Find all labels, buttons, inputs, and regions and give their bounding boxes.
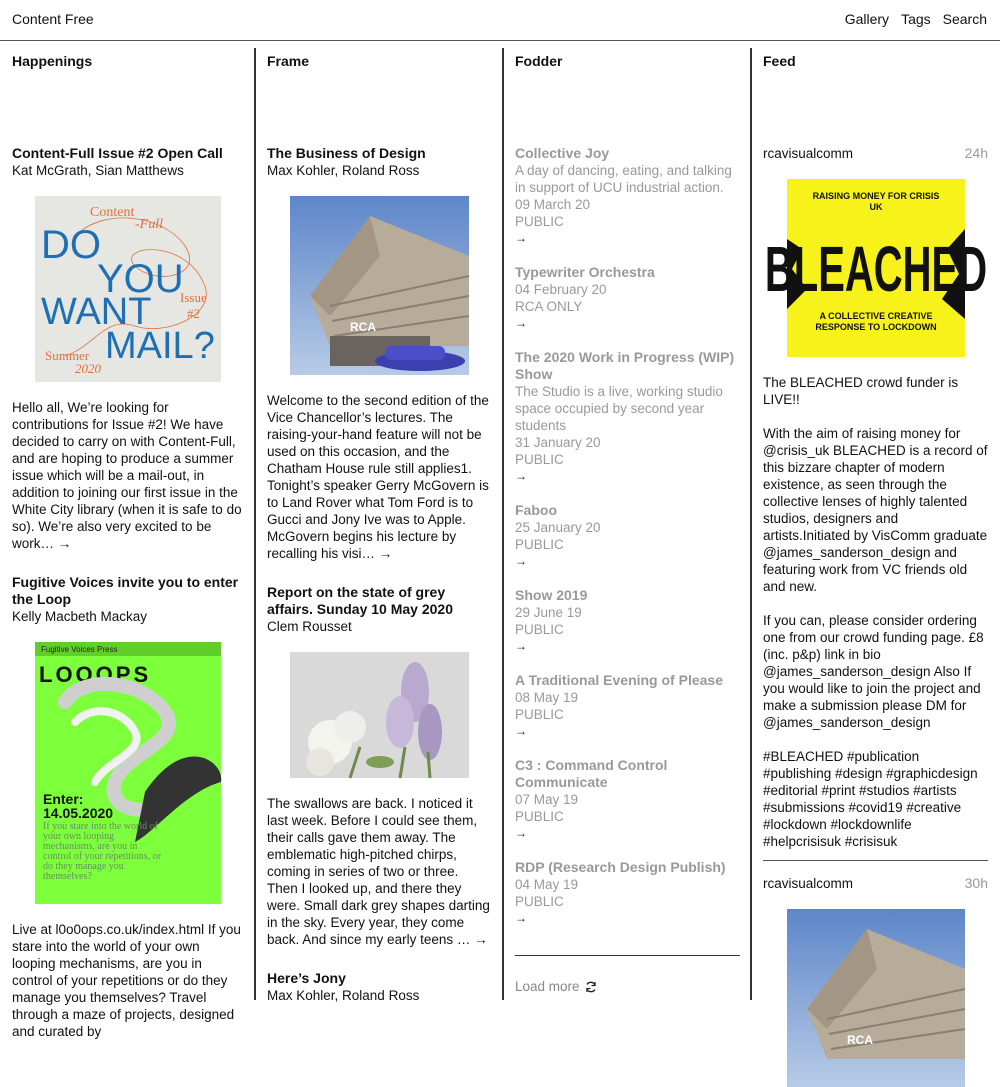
fodder-date: 31 January 20	[515, 435, 601, 450]
happening-post[interactable]	[12, 574, 244, 1040]
arrow-right-icon[interactable]: →	[515, 231, 527, 245]
fodder-item[interactable]	[515, 587, 740, 655]
fodder-date: 09 March 20	[515, 197, 591, 212]
frame-post[interactable]	[267, 145, 492, 562]
column-heading: Happenings	[12, 53, 93, 69]
poster-line2: YOU	[97, 257, 184, 301]
feed-timestamp: 24h	[964, 145, 988, 161]
arrow-right-icon[interactable]: →	[515, 826, 527, 840]
poster-top-text: RAISING MONEY FOR CRISIS UK	[812, 191, 939, 212]
poster-script1: Content	[90, 205, 135, 220]
post-excerpt: The swallows are back. I noticed it last week. Before I could see them, their calls gave them away. The emblematic high-pitched chirps, coming in series of two or three. Then I looked up, and there they were. Small dark grey shapes darting in the sky. Every year, they come back. And since my early teens … →	[267, 796, 490, 947]
post-author: Max Kohler, Roland Ross	[267, 163, 420, 178]
fodder-list	[515, 145, 740, 995]
fodder-title[interactable]: The 2020 Work in Progress (WIP) Show	[515, 349, 735, 382]
fodder-date: 04 May 19	[515, 877, 579, 892]
feed-paragraph: The BLEACHED crowd funder is LIVE!!	[763, 375, 959, 407]
fodder-access: RCA ONLY	[515, 299, 583, 314]
main-nav	[845, 11, 987, 28]
frame-column	[255, 42, 502, 1003]
divider	[515, 955, 740, 956]
fodder-item[interactable]	[515, 349, 740, 485]
poster-header: Fugitive Voices Press	[41, 645, 118, 654]
rca-building-image[interactable]	[290, 196, 469, 375]
feed-username[interactable]: rcavisualcomm	[763, 876, 854, 891]
feed-username[interactable]: rcavisualcomm	[763, 146, 854, 161]
arrow-right-icon[interactable]: →	[515, 554, 527, 568]
site-title[interactable]: Content Free	[12, 11, 94, 27]
fodder-date: 29 June 19	[515, 605, 582, 620]
arrow-right-icon[interactable]: →	[515, 911, 527, 925]
fodder-title[interactable]: A Traditional Evening of Please	[515, 672, 723, 688]
nav-tags[interactable]: Tags	[901, 11, 931, 27]
happenings-column	[0, 42, 254, 1039]
fodder-access: PUBLIC	[515, 809, 564, 824]
loops-poster[interactable]	[35, 642, 221, 904]
post-title[interactable]: Report on the state of grey affairs. Sunday 10 May 2020	[267, 584, 453, 617]
feed-timestamp: 30h	[964, 875, 988, 891]
feed-column	[751, 42, 1000, 1047]
feed-post[interactable]	[763, 875, 988, 1087]
post-excerpt: Hello all, We’re looking for contributions for Issue #2! We have decided to carry on with Content-Full, and are hoping to produce a summer issue which will be a mail-out, in addition to joining our first issue in the White City library (when it is safe to do so). We’re also very excited to be work… →	[12, 400, 242, 551]
poster-body: If you stare into the world of your own looping mechanisms, are you in control of your repetitions, or do they manage you themselves?	[43, 821, 162, 882]
fodder-title[interactable]: Collective Joy	[515, 145, 610, 161]
column-heading: Frame	[267, 53, 310, 69]
column-heading: Fodder	[515, 53, 563, 69]
fodder-desc: The Studio is a live, working studio space occupied by second year students	[515, 384, 723, 433]
fodder-access: PUBLIC	[515, 622, 564, 637]
fodder-access: PUBLIC	[515, 214, 564, 229]
fodder-access: PUBLIC	[515, 537, 564, 552]
poster-line1: DO	[41, 223, 101, 267]
feed-post[interactable]	[763, 145, 988, 850]
building-sign: RCA	[350, 320, 376, 334]
fodder-item[interactable]	[515, 502, 740, 570]
fodder-item[interactable]	[515, 672, 740, 740]
load-more-button[interactable]	[515, 978, 597, 995]
poster-logo: LOOOPS	[39, 662, 152, 687]
poster-line4: MAIL?	[105, 325, 215, 367]
top-bar	[0, 0, 1000, 41]
nav-gallery[interactable]: Gallery	[844, 11, 890, 27]
fodder-date: 25 January 20	[515, 520, 601, 535]
fodder-item[interactable]	[515, 145, 740, 247]
frame-post[interactable]	[267, 584, 492, 948]
post-title[interactable]: Content-Full Issue #2 Open Call	[12, 145, 223, 161]
poster-bottom-text: A COLLECTIVE CREATIVE RESPONSE TO LOCKDOWN	[814, 311, 937, 332]
frame-post[interactable]	[267, 970, 492, 1004]
flowers-image[interactable]	[290, 652, 469, 778]
post-author: Kelly Macbeth Mackay	[12, 609, 148, 624]
poster-num: #2	[187, 306, 200, 321]
fodder-title[interactable]: RDP (Research Design Publish)	[515, 859, 726, 875]
post-excerpt: Live at l0o0ops.co.uk/index.html If you stare into the world of your own looping mechanisms, are you in control of your repetitions or do they manage you themselves? Travel through a maze of projects, designed and curated by	[12, 922, 241, 1039]
poster-big-text: BLEACHED	[764, 234, 987, 306]
refresh-icon	[585, 981, 597, 993]
feed-paragraph: With the aim of raising money for @crisis_uk BLEACHED is a record of this bizzare chapter of modern existence, as seen through the collective lenses of highly talented studios, designers and artists.Initiated by VisComm graduate @james_sanderson_design and featuring work from VC friends old and new.	[763, 426, 988, 594]
load-more-label: Load more	[515, 979, 580, 994]
feed-hashtags: #BLEACHED #publication #publishing #design #graphicdesign #editorial #print #studios #artists #submissions #covid19 #creative #lockdown #lockdownlife #helpcrisisuk #crisisuk	[763, 749, 978, 849]
fodder-date: 07 May 19	[515, 792, 579, 807]
arrow-right-icon[interactable]: →	[515, 469, 527, 483]
divider	[763, 860, 988, 861]
fodder-title[interactable]: Faboo	[515, 502, 557, 518]
post-author: Clem Rousset	[267, 619, 352, 634]
fodder-title[interactable]: Show 2019	[515, 587, 588, 603]
arrow-right-icon[interactable]: →	[515, 639, 527, 653]
building-sign: RCA	[846, 1033, 873, 1047]
column-heading: Feed	[763, 53, 796, 69]
poster-season: Summer	[45, 348, 90, 363]
post-author: Kat McGrath, Sian Matthews	[12, 163, 184, 178]
content-full-poster[interactable]	[35, 196, 221, 382]
rca-building-image[interactable]	[787, 909, 965, 1087]
poster-date: 14.05.2020	[43, 805, 114, 821]
arrow-right-icon[interactable]: →	[515, 316, 527, 330]
fodder-date: 08 May 19	[515, 690, 579, 705]
poster-script2: -Full	[135, 217, 163, 232]
happening-post[interactable]	[12, 145, 244, 552]
fodder-title[interactable]: Typewriter Orchestra	[515, 264, 655, 280]
poster-year: 2020	[75, 361, 101, 376]
bleached-poster[interactable]	[764, 179, 987, 357]
fodder-item[interactable]	[515, 859, 740, 927]
fodder-access: PUBLIC	[515, 452, 564, 467]
fodder-item[interactable]	[515, 757, 740, 842]
post-title[interactable]: The Business of Design	[267, 145, 426, 161]
fodder-access: PUBLIC	[515, 894, 564, 909]
fodder-desc: A day of dancing, eating, and talking in support of UCU industrial action.	[515, 163, 732, 195]
post-author: Max Kohler, Roland Ross	[267, 988, 420, 1003]
nav-search[interactable]: Search	[942, 11, 987, 27]
arrow-right-icon[interactable]: →	[515, 724, 527, 738]
fodder-date: 04 February 20	[515, 282, 607, 297]
post-title[interactable]: Here’s Jony	[267, 970, 346, 986]
post-title[interactable]: Fugitive Voices invite you to enter the Loop	[12, 574, 239, 607]
fodder-column	[503, 42, 750, 1000]
fodder-item[interactable]	[515, 264, 740, 332]
feed-paragraph: If you can, please consider ordering one from our crowd funding page. £8 (inc. p&p) link in bio @james_sanderson_design Also If you would like to join the project and make a submission please DM for @james_sanderson_design	[763, 613, 984, 730]
fodder-title[interactable]: C3 : Command Control Communicate	[515, 757, 668, 790]
post-excerpt: Welcome to the second edition of the Vice Chancellor’s lectures. The raising-your-hand feature will not be used on this occasion, and the Chatham House rule still applies1. Tonight’s speaker Gerry McGovern is to Land Rover what Tom Ford is to Gucci and Jony Ive was to Apple. McGovern begins his lecture by recalling his visi… →	[267, 393, 489, 561]
poster-issue: Issue	[180, 290, 207, 305]
fodder-access: PUBLIC	[515, 707, 564, 722]
poster-line3: WANT	[41, 291, 152, 333]
poster-enter: Enter:	[43, 791, 84, 807]
